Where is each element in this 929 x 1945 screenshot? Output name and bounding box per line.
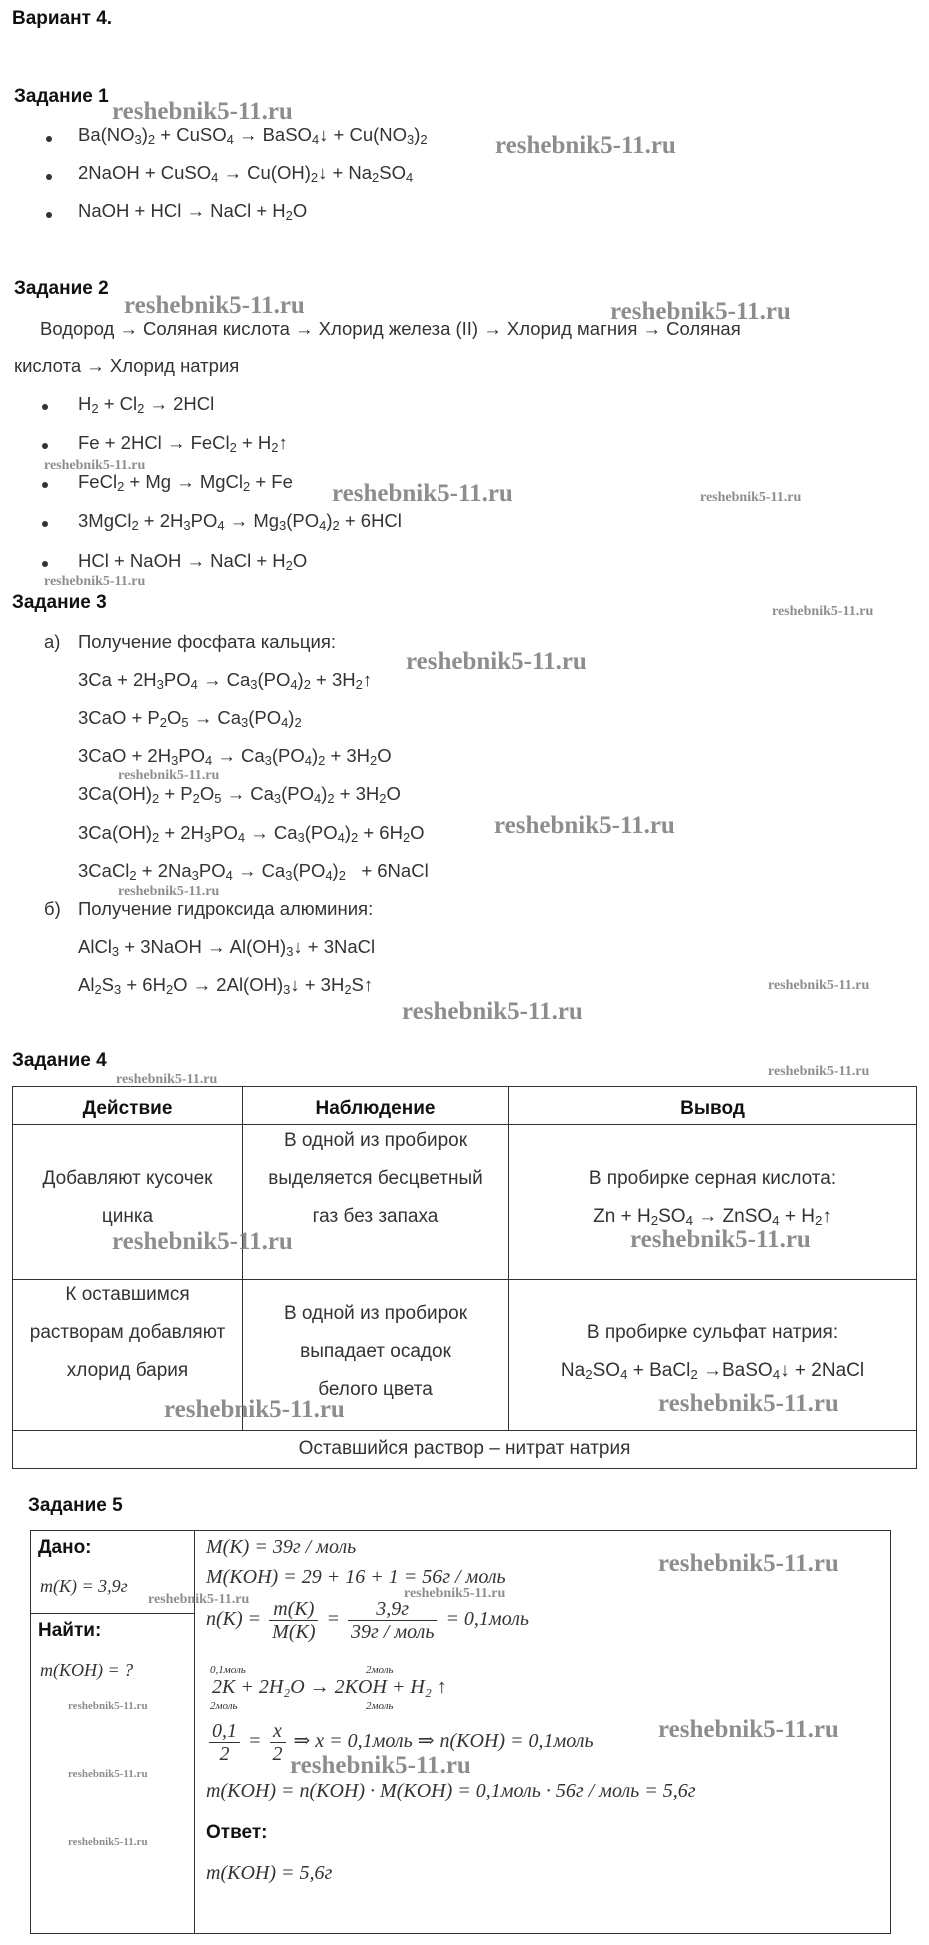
task3-equation-7: AlCl$_3$ + 3NaOH → $Al(OH)_3↓$ + 3NaCl [78,936,376,959]
task2-equation-5: HCl + NaOH → NaCl + $H_2O$ [78,550,308,573]
row2-observation: В одной из пробирок выпадает осадок белого цвета [283,1303,468,1400]
task3-part-a-label: а) [44,631,61,652]
watermark: reshebnik5-11.ru [68,1836,148,1848]
task1-equation-2: 2NaOH + CuSO$_4$ → $Cu(OH)_2↓ + Na_2SO_4$ [78,162,414,185]
task3-equation-6: 3CaCl$_2$ + $2Na_3PO_4 \to Ca_3(PO_4)_2$ + 6NaCl [78,860,429,883]
find-label: Найти: [38,1620,102,1641]
molar-mass-koh: M(KOH) = 29 + 16 + 1 = 56г / моль [206,1566,506,1588]
task1-equation-1: $Ba(NO_3)_2$ + CuSO$_4$ → BaSO$_4$↓ + $Cu(NO_3)_2$ [78,124,428,147]
task1-heading: Задание 1 [14,86,109,107]
mass-koh-calculation: m(KOH) = n(KOH) · M(KOH) = 0,1моль · 56г / моль = 5,6г [206,1780,696,1802]
watermark: reshebnik5-11.ru [112,1228,293,1255]
watermark: reshebnik5-11.ru [494,812,675,839]
reaction-bottom-label-1: 2моль [210,1700,238,1712]
watermark: reshebnik5-11.ru [658,1390,839,1417]
task3-equation-3: $3CaO + 2H_3PO_4 \to Ca_3(PO_4)_2 + 3H_2O$ [78,745,392,768]
row1-action: Добавляют кусочек цинка [42,1168,213,1227]
watermark: reshebnik5-11.ru [768,978,870,993]
task3-equation-4: $3Ca(OH)_2 + P_2O_5 \to Ca_3(PO_4)_2 + 3H_2O$ [78,783,401,806]
task3-equation-8: $Al_2S_3 + 6H_2O$ → $2Al(OH)_3↓$ + $3H_2S↑$ [78,974,374,997]
task3-equation-1: $3Ca + 2H_3PO_4 \to Ca_3(PO_4)_2$ + $3H_2↑$ [78,669,373,692]
reaction-top-label-2: 2моль [366,1664,394,1676]
row1-observation: В одной из пробирок выделяется бесцветный газ без запаха [268,1130,483,1227]
task2-equation-2: Fe + 2HCl → FeCl$_2$ + $H_2↑$ [78,432,288,455]
page-title: Вариант 4. [12,8,113,29]
watermark: reshebnik5-11.ru [290,1752,471,1779]
task2-chain-line-2: кислота → Хлорид натрия [14,355,240,376]
task2-equation-1: $H_2 + Cl_2 \to 2HCl$ [78,393,215,416]
watermark: reshebnik5-11.ru [404,1586,506,1601]
task3-part-b-title: Получение гидроксида алюминия: [78,898,374,919]
watermark: reshebnik5-11.ru [772,604,874,619]
watermark: reshebnik5-11.ru [630,1226,811,1253]
task3-part-b-label: б) [44,898,61,919]
table-footer: Оставшийся раствор – нитрат натрия [298,1438,631,1459]
watermark: reshebnik5-11.ru [44,458,146,473]
watermark: reshebnik5-11.ru [402,998,583,1025]
row2-conclusion-text: В пробирке сульфат натрия: [586,1322,839,1343]
proportion-line: $\frac{0,1}{2}$ = $\frac{x}{2}$ ⇒ x = 0,1моль ⇒ n(KOH) = 0,1моль [206,1720,594,1765]
watermark: reshebnik5-11.ru [406,648,587,675]
task3-equation-5: $3Ca(OH)_2 + 2H_3PO_4 \to Ca_3(PO_4)_2 + 6H_2O$ [78,822,425,845]
watermark: reshebnik5-11.ru [700,490,802,505]
watermark: reshebnik5-11.ru [68,1700,148,1712]
row1-conclusion-equation: $Zn + H_2SO_4$ → ZnSO$_4$ + $H_2↑$ [593,1206,832,1228]
given-value: m(K) = 3,9г [40,1576,128,1596]
watermark: reshebnik5-11.ru [44,574,146,589]
task3-heading: Задание 3 [12,592,107,613]
table-header-action: Действие [82,1098,173,1119]
watermark: reshebnik5-11.ru [124,292,305,319]
task4-heading: Задание 4 [12,1050,107,1071]
watermark: reshebnik5-11.ru [658,1716,839,1743]
watermark: reshebnik5-11.ru [164,1396,345,1423]
reaction-bottom-label-2: 2моль [366,1700,394,1712]
watermark: reshebnik5-11.ru [658,1550,839,1577]
watermark: reshebnik5-11.ru [332,480,513,507]
reaction-equation: 2K + 2H₂O → 2KOH + H₂ ↑ [212,1676,447,1698]
watermark: reshebnik5-11.ru [116,1072,218,1087]
watermark: reshebnik5-11.ru [148,1592,250,1607]
task2-chain-line-1: Водород → Соляная кислота → Хлорид железа (II) → Хлорид магния → Соляная [40,318,741,339]
task3-equation-2: $3CaO + P_2O_5 \to Ca_3(PO_4)_2$ [78,707,302,730]
task2-equation-3: FeCl$_2$ + Mg → MgCl$_2$ + Fe [78,471,293,494]
task5-heading: Задание 5 [28,1495,123,1516]
row2-action: К оставшимся растворам добавляют хлорид бария [29,1284,226,1381]
watermark: reshebnik5-11.ru [118,884,220,899]
answer-label: Ответ: [206,1822,268,1843]
watermark: reshebnik5-11.ru [610,298,791,325]
given-label: Дано: [38,1537,92,1558]
watermark: reshebnik5-11.ru [112,98,293,125]
table-header-conclusion: Вывод [680,1098,745,1119]
watermark: reshebnik5-11.ru [118,768,220,783]
find-value: m(KOH) = ? [40,1660,134,1680]
task3-part-a-title: Получение фосфата кальция: [78,631,336,652]
watermark: reshebnik5-11.ru [68,1768,148,1780]
watermark: reshebnik5-11.ru [495,132,676,159]
molar-mass-k: M(K) = 39г / моль [206,1536,357,1558]
task1-equation-3: NaOH + HCl → NaCl + $H_2O$ [78,200,308,223]
answer-value: m(KOH) = 5,6г [206,1862,333,1884]
row1-conclusion-text: В пробирке серная кислота: [588,1168,837,1189]
reaction-top-label-1: 0,1моль [210,1664,246,1676]
watermark: reshebnik5-11.ru [768,1064,870,1079]
row2-conclusion-equation: $Na_2SO_4$ + BaCl$_2$ →BaSO$_4$↓ + 2NaCl [560,1360,865,1382]
task2-equation-4: 3MgCl$_2$ + $2H_3PO_4 \to Mg_3(PO_4)_2 + 6HCl$ [78,510,402,533]
table-header-observation: Наблюдение [315,1098,436,1119]
moles-k-line: n(K) = $\frac{m(K)}{M(K)}$ = $\frac{3,9г}{\text{39г / моль}}$ = 0,1моль [206,1598,530,1643]
task2-heading: Задание 2 [14,278,109,299]
